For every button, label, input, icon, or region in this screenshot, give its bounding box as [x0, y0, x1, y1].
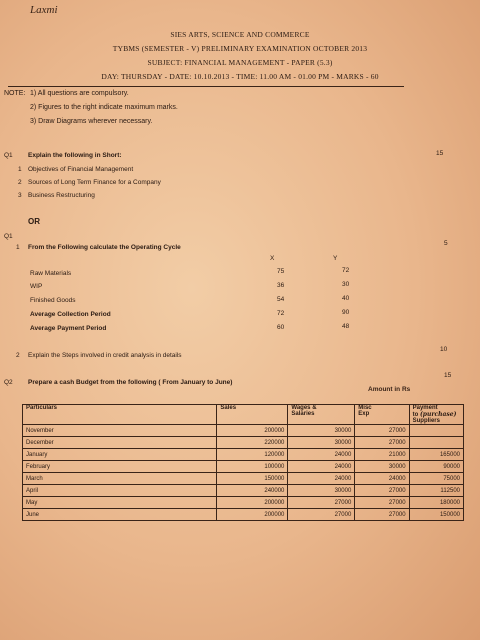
item-number: 3 — [18, 192, 22, 199]
question-number: Q1 — [4, 152, 13, 159]
cycle-value-y: 90 — [342, 309, 350, 316]
header-wages-line2: Salaries — [291, 411, 315, 417]
table-row — [23, 461, 464, 473]
amount-note: Amount in Rs — [368, 386, 411, 393]
cycle-row-label: Average Payment Period — [30, 325, 107, 332]
sub-number: 2 — [16, 352, 20, 359]
cell-month: December — [23, 437, 217, 449]
cycle-value-x: 54 — [277, 296, 285, 303]
cell-month: June — [23, 509, 217, 521]
sub-question-marks: 5 — [444, 240, 448, 247]
handwritten-signature: Laxmi — [30, 4, 58, 16]
cell-month: May — [23, 497, 217, 509]
handwritten-purchase-note: (purchase) — [419, 411, 457, 418]
question-marks: 15 — [444, 372, 452, 379]
q1-item: Sources of Long Term Finance for a Company — [28, 179, 161, 186]
cell-sales: 200000 — [217, 497, 288, 509]
cell-sales: 120000 — [217, 449, 288, 461]
cell-wages: 30000 — [288, 485, 355, 497]
or-label: OR — [28, 217, 40, 226]
header-misc-line2: Exp — [358, 411, 370, 417]
cell-sales: 150000 — [217, 473, 288, 485]
item-number: 2 — [18, 179, 22, 186]
cell-payment: 75000 — [409, 473, 463, 485]
header-wages-line1: Wages & — [291, 405, 317, 411]
q1-item: Business Restructuring — [28, 192, 95, 199]
cell-wages: 24000 — [288, 449, 355, 461]
cell-sales: 220000 — [217, 437, 288, 449]
sub-number: 1 — [16, 244, 20, 251]
header-wages — [288, 405, 355, 425]
header-pay-line3: Suppliers — [412, 418, 440, 424]
cycle-row-label: WIP — [30, 283, 43, 290]
cell-payment: 112500 — [409, 485, 463, 497]
cell-payment: 165000 — [409, 449, 463, 461]
cell-sales: 200000 — [217, 509, 288, 521]
college-name: SIES ARTS, SCIENCE AND COMMERCE — [170, 30, 310, 39]
cell-misc: 27000 — [355, 437, 409, 449]
sub-question-title: Explain the Steps involved in credit analysis in details — [28, 352, 182, 359]
schedule-line: DAY: THURSDAY - DATE: 10.10.2013 - TIME: 11.00 AM - 01.00 PM - MARKS - 60 — [101, 72, 379, 81]
question-marks: 15 — [436, 150, 444, 157]
note-item: 2) Figures to the right indicate maximum marks. — [30, 104, 178, 111]
table-row — [23, 449, 464, 461]
cell-month: January — [23, 449, 217, 461]
cell-misc: 21000 — [355, 449, 409, 461]
cycle-value-y: 40 — [342, 295, 350, 302]
cycle-value-x: 72 — [277, 310, 285, 317]
note-item: 3) Draw Diagrams wherever necessary. — [30, 118, 153, 125]
header-sales: Sales — [217, 405, 288, 425]
cell-misc: 27000 — [355, 497, 409, 509]
header-rule — [8, 86, 404, 87]
cell-wages: 27000 — [288, 509, 355, 521]
header-misc-line1: Misc — [358, 405, 372, 411]
question-title: Prepare a cash Budget from the following ( From January to June) — [28, 379, 233, 386]
cell-wages: 30000 — [288, 425, 355, 437]
cycle-row-label: Average Collection Period — [30, 311, 111, 318]
note-item: 1) All questions are compulsory. — [30, 90, 129, 97]
cycle-value-x: 75 — [277, 268, 285, 275]
cycle-value-x: 60 — [277, 324, 285, 331]
table-row — [23, 473, 464, 485]
cell-payment — [409, 425, 463, 437]
header-misc — [355, 405, 409, 425]
cell-misc: 27000 — [355, 485, 409, 497]
cycle-value-y: 48 — [342, 323, 350, 330]
cycle-value-y: 30 — [342, 281, 350, 288]
sub-question-marks: 10 — [440, 346, 448, 353]
cell-sales: 240000 — [217, 485, 288, 497]
cell-misc: 27000 — [355, 509, 409, 521]
cell-wages: 27000 — [288, 497, 355, 509]
header-particulars: Particulars — [23, 405, 217, 425]
sub-question-title: From the Following calculate the Operating Cycle — [28, 244, 181, 251]
question-number: Q1 — [4, 233, 13, 240]
subject-line: SUBJECT: FINANCIAL MANAGEMENT - PAPER (5.3) — [147, 58, 333, 67]
cycle-value-y: 72 — [342, 267, 350, 274]
exam-title: TYBMS (SEMESTER - V) PRELIMINARY EXAMINATION OCTOBER 2013 — [112, 44, 368, 53]
cell-payment — [409, 437, 463, 449]
cell-month: November — [23, 425, 217, 437]
table-row — [23, 485, 464, 497]
cash-budget-table — [22, 404, 464, 521]
question-title: Explain the following in Short: — [28, 152, 122, 159]
header-payment — [409, 405, 463, 425]
header-pay-line2: to — [412, 412, 419, 418]
cell-misc: 30000 — [355, 461, 409, 473]
cell-payment: 150000 — [409, 509, 463, 521]
cell-misc: 27000 — [355, 425, 409, 437]
cell-misc: 24000 — [355, 473, 409, 485]
table-row — [23, 425, 464, 437]
cell-wages: 24000 — [288, 461, 355, 473]
header-pay-line1: Payment — [412, 405, 438, 411]
cell-month: April — [23, 485, 217, 497]
cell-month: March — [23, 473, 217, 485]
table-row — [23, 497, 464, 509]
table-row — [23, 437, 464, 449]
cell-payment: 90000 — [409, 461, 463, 473]
question-number: Q2 — [4, 379, 13, 386]
table-row — [23, 509, 464, 521]
item-number: 1 — [18, 166, 22, 173]
cycle-row-label: Finished Goods — [30, 297, 76, 304]
cell-payment: 180000 — [409, 497, 463, 509]
cell-wages: 24000 — [288, 473, 355, 485]
cell-wages: 30000 — [288, 437, 355, 449]
col-header-x: X — [270, 255, 275, 262]
cell-sales: 200000 — [217, 425, 288, 437]
col-header-y: Y — [333, 255, 338, 262]
q1-item: Objectives of Financial Management — [28, 166, 134, 173]
cycle-value-x: 36 — [277, 282, 285, 289]
note-label: NOTE: — [4, 90, 26, 97]
table-header-row — [23, 405, 464, 425]
cell-sales: 100000 — [217, 461, 288, 473]
cell-month: February — [23, 461, 217, 473]
cycle-row-label: Raw Materials — [30, 270, 72, 277]
